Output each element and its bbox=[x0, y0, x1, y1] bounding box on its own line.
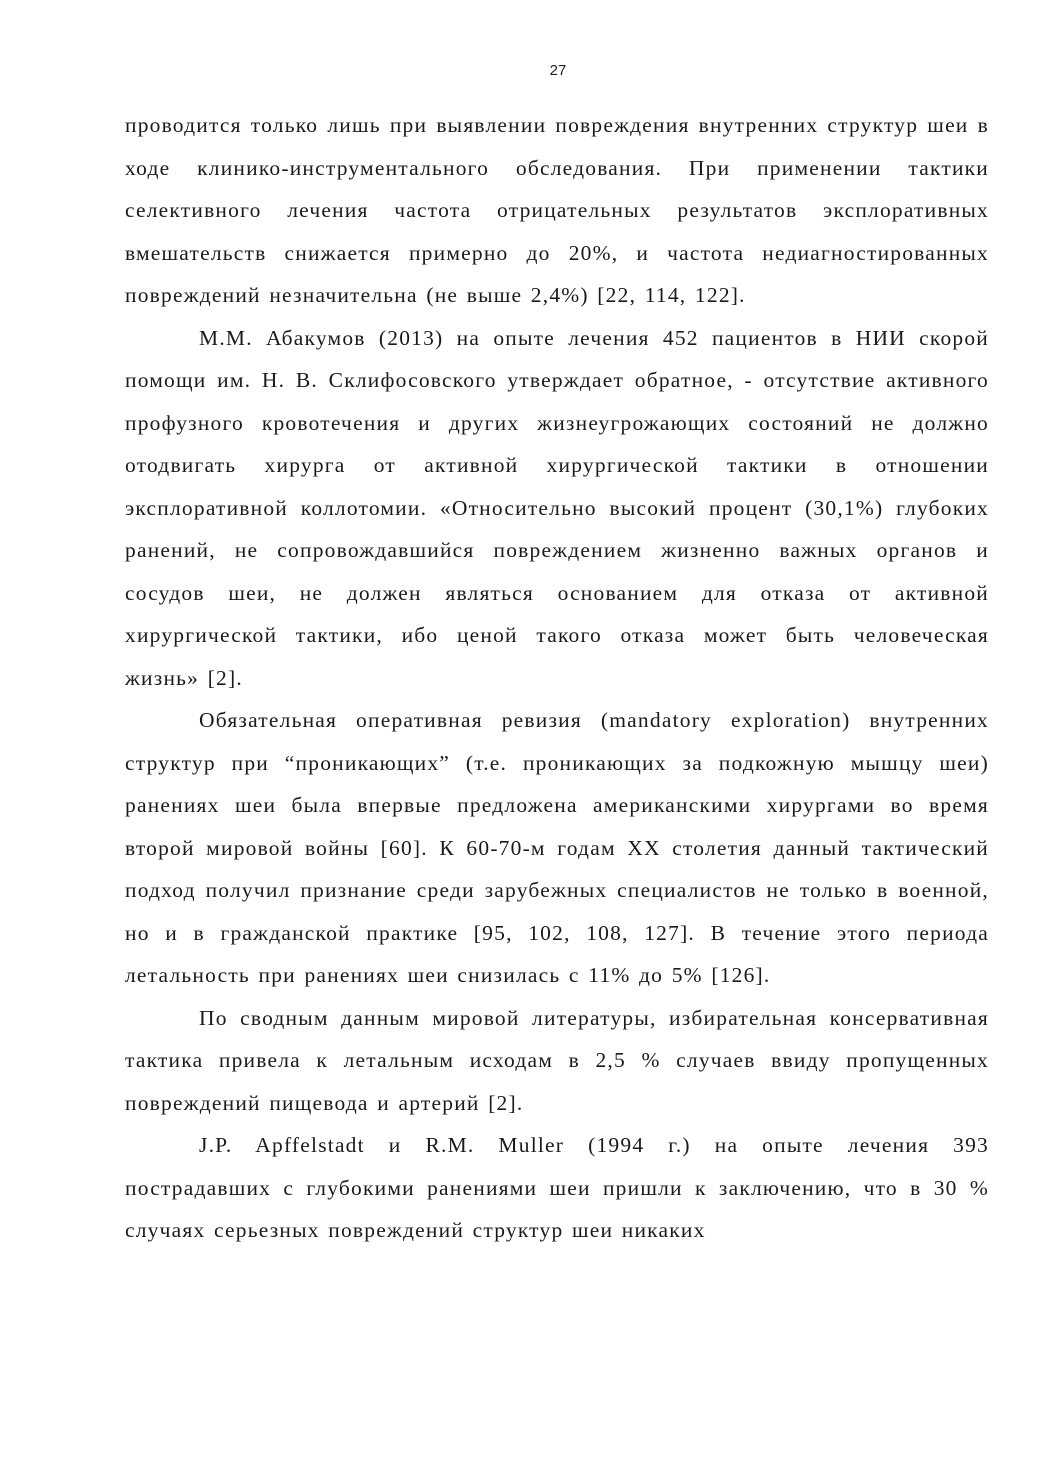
page-number: 27 bbox=[549, 62, 567, 79]
document-body bbox=[125, 104, 989, 1252]
paragraph-abakumov: М.М. Абакумов (2013) на опыте лечения 452 пациентов в НИИ скорой помощи им. Н. В. Склифосовского утверждает обратное, - отсутствие активного профузного кровотечения и других жизнеугрожающих состояний не должно отодвигать хирурга от активной хирургической тактики в отношении эксплоративной коллотомии. «Относительно высокий процент (30,1%) глубоких ранений, не сопровождавшийся повреждением жизненно важных органов и сосудов шеи, не должен являться основанием для отказа от активной хирургической тактики, ибо ценой такого отказа может быть человеческая жизнь» [2]. bbox=[125, 325, 989, 690]
paragraph-apffelstadt-muller: J.P. Apffelstadt и R.M. Muller (1994 г.) на опыте лечения 393 пострадавших с глубокими ранениями шеи пришли к заключению, что в 30 % случаях серьезных повреждений структур шеи никаких bbox=[125, 1133, 989, 1242]
paragraph-mandatory-exploration: Обязательная оперативная ревизия (mandatory exploration) внутренних структур при “проникающих” (т.е. проникающих за подкожную мышцу шеи) ранениях шеи была впервые предложена американскими хирургами во время второй мировой войны [60]. К 60-70-м годам XX столетия данный тактический подход получил признание среди зарубежных специалистов не только в военной, но и в гражданской практике [95, 102, 108, 127]. В течение этого периода летальность при ранениях шеи снизилась с 11% до 5% [126]. bbox=[125, 708, 989, 987]
paragraph-world-literature: По сводным данным мировой литературы, избирательная консервативная тактика привела к летальным исходам в 2,5 % случаев ввиду пропущенных повреждений пищевода и артерий [2]. bbox=[125, 1005, 989, 1115]
paragraph-continuation: проводится только лишь при выявлении повреждения внутренних структур шеи в ходе клинико-инструментального обследования. При применении тактики селективного лечения частота отрицательных результатов эксплоративных вмешательств снижается примерно до 20%, и частота недиагностированных повреждений незначительна (не выше 2,4%) [22, 114, 122]. bbox=[125, 113, 989, 307]
